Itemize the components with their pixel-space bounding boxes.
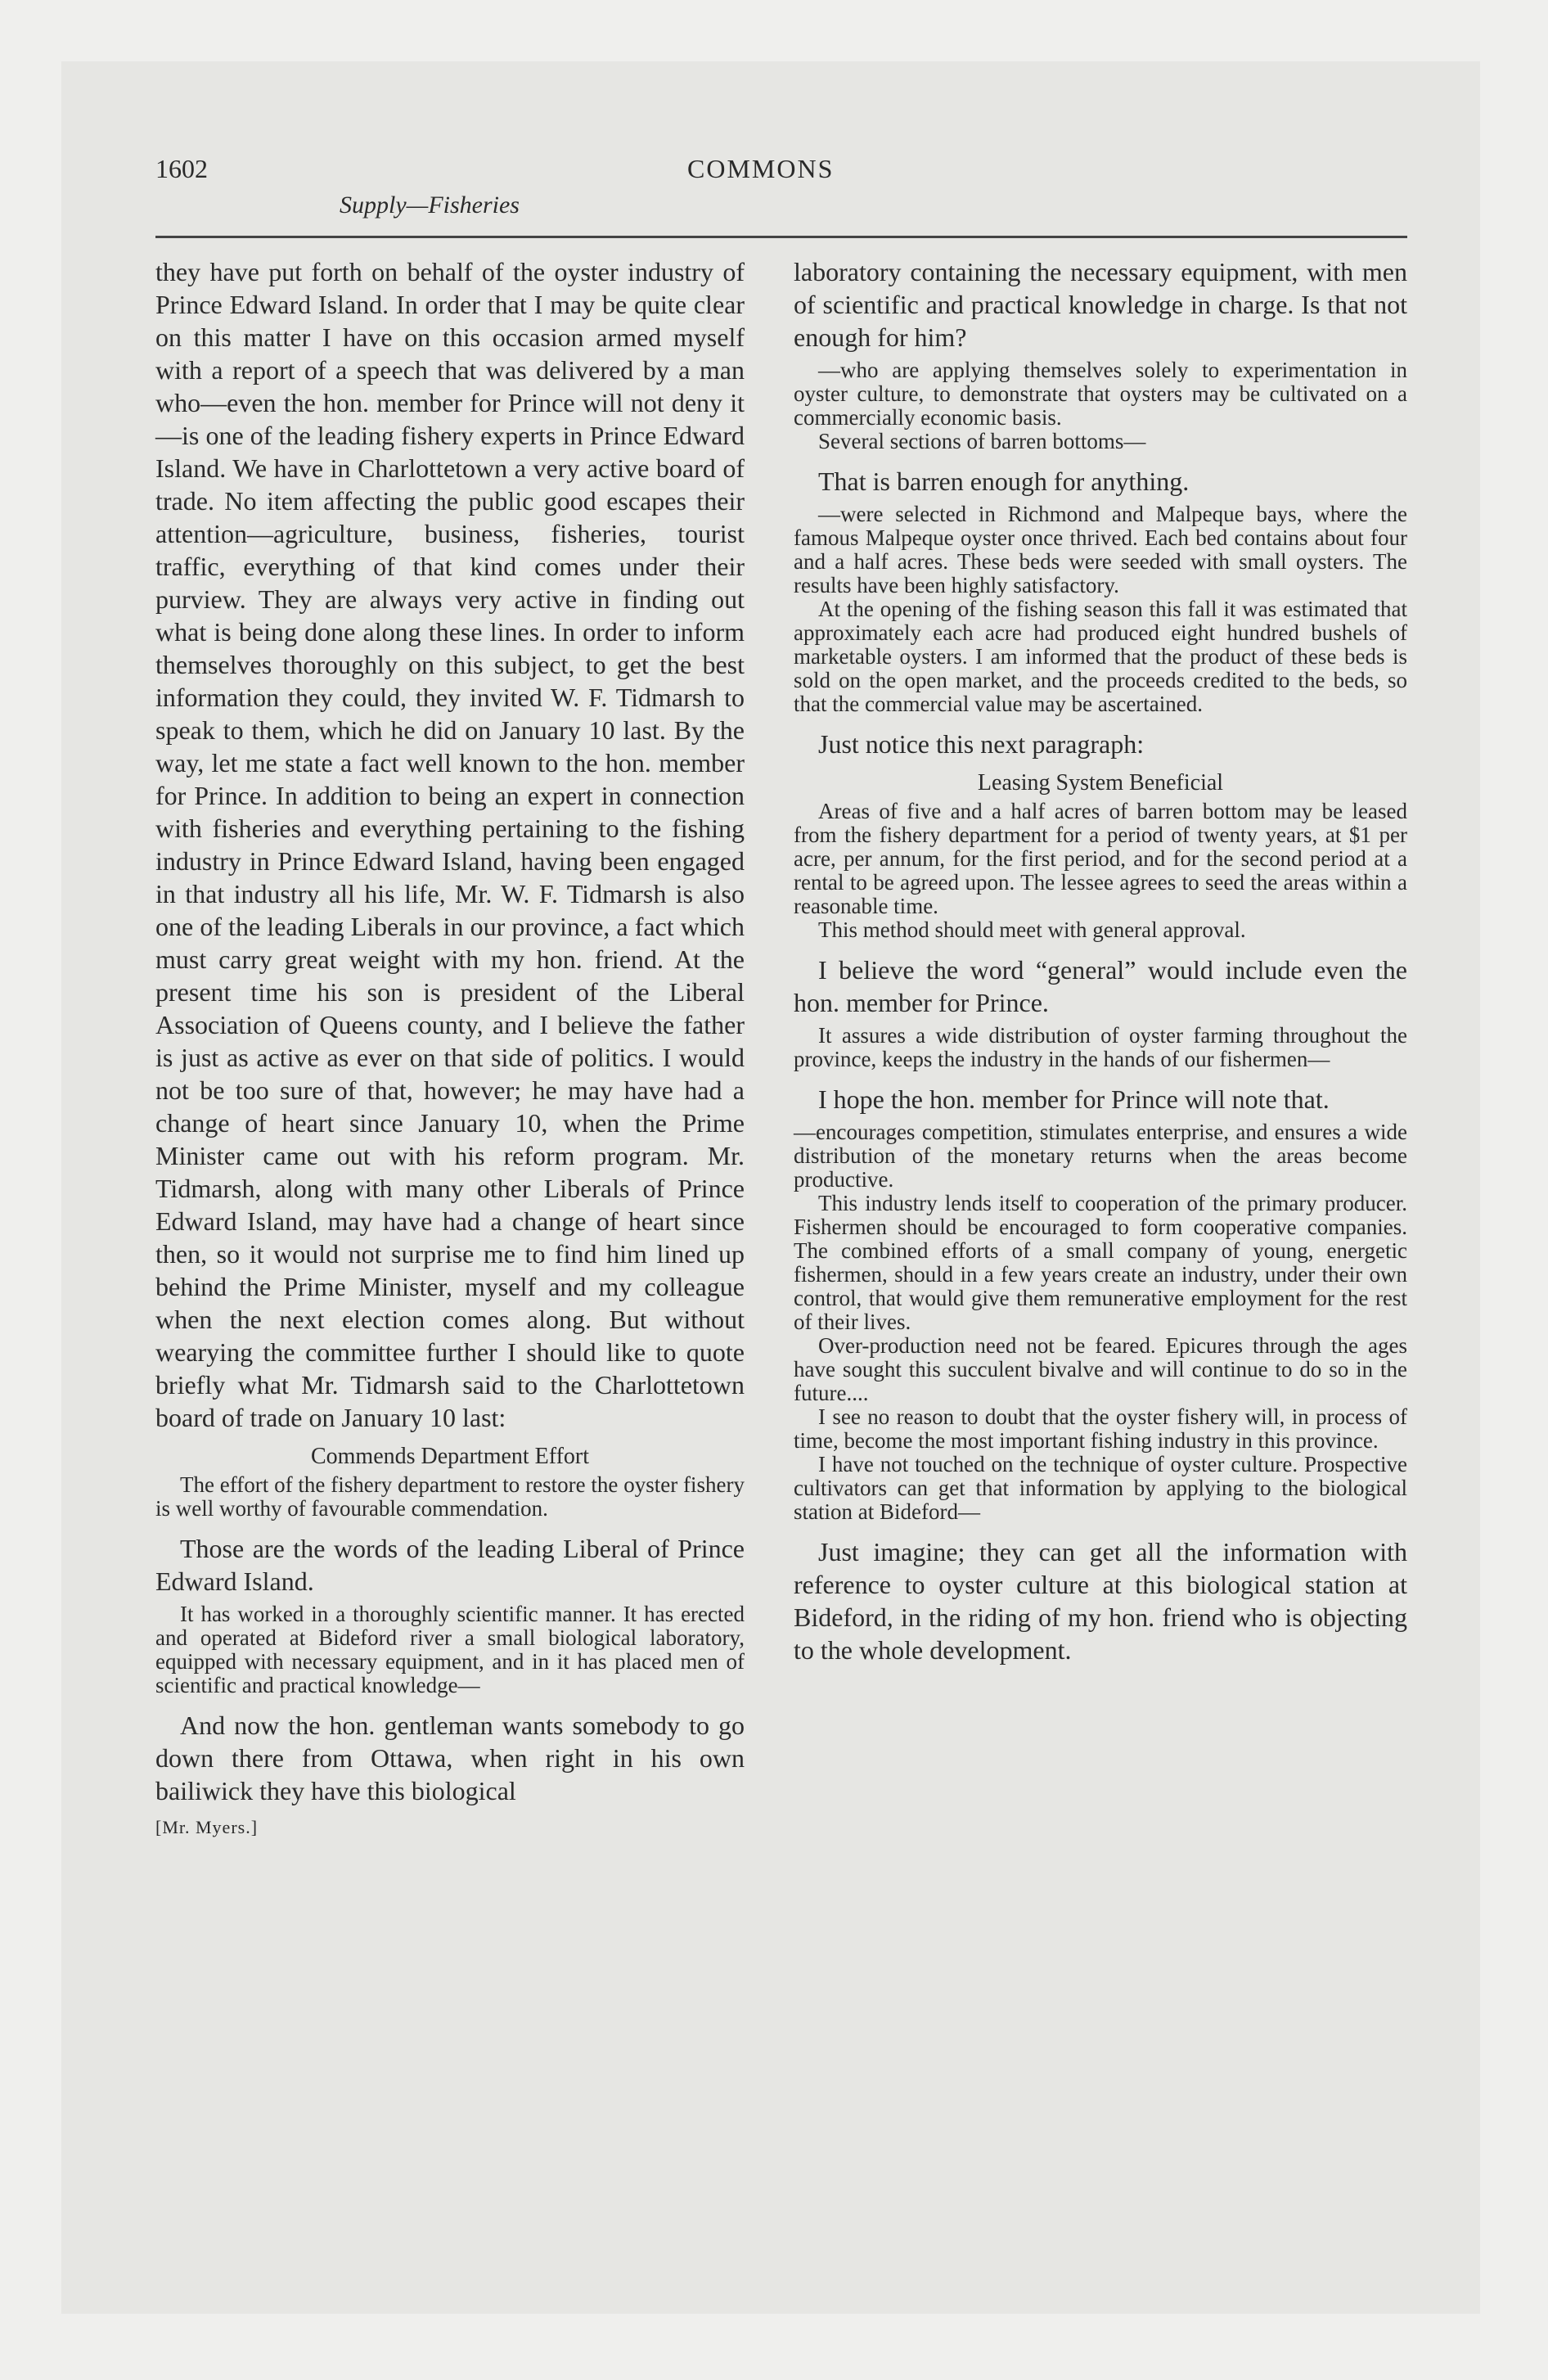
speech-paragraph: Just imagine; they can get all the information with reference to oyster culture at this biological station at Bideford, in the riding of my hon. friend who is objecting to the whole development. [794, 1537, 1407, 1665]
quoted-paragraph: I have not touched on the technique of oyster culture. Prospective cultivators can get that information by applying to the biological station at Bideford— [794, 1452, 1407, 1524]
quoted-paragraph: It has worked in a thoroughly scientific manner. It has erected and operated at Bideford river a small biological laboratory, equipped with necessary equipment, and in it has placed men of scientific and practical knowledge— [155, 1602, 745, 1697]
quoted-paragraph: Areas of five and a half acres of barren bottom may be leased from the fishery department for a period of twenty years, at $1 per acre, per annum, for the first period, and for the second period at a rental to be agreed upon. The lessee agrees to seed the areas within a reasonable time. [794, 799, 1407, 918]
page-header [155, 154, 1407, 244]
quoted-paragraph: Over-production need not be feared. Epicures through the ages have sought this succulent bivalve and will continue to do so in the future.... [794, 1333, 1407, 1405]
house-title: COMMONS [687, 154, 835, 183]
quoted-paragraph: Several sections of barren bottoms— [818, 429, 1146, 453]
speech-paragraph: I hope the hon. member for Prince will note that. [818, 1084, 1330, 1114]
speech-paragraph: they have put forth on behalf of the oyster industry of Prince Edward Island. In order that I may be quite clear on this matter I have on this occasion armed myself with a report of a speech that was delivered by a man who—even the hon. member for Prince will not deny it—is one of the leading fishery experts in Prince Edward Island. We have in Charlottetown a very active board of trade. No item affecting the public good escapes their attention—agriculture, business, fisheries, tourist traffic, everything of that kind comes under their purview. They are always very active in finding out what is being done along these lines. In order to inform themselves thoroughly on this subject, to get the best information they could, they invited W. F. Tidmarsh to speak to them, which he did on January 10 last. By the way, let me state a fact well known to the hon. member for Prince. In addition to being an expert in connection with fisheries and everything pertaining to the fishing industry in Prince Edward Island, having been engaged in that industry all his life, Mr. W. F. Tidmarsh is also one of the leading Liberals in our province, a fact which must carry great weight with my hon. friend. At the present time his son is president of the Liberal Association of Queens county, and I believe the father is just as active as ever on that side of politics. I would not be too sure of that, however; he may have had a change of heart since January 10, when the Prime Minister came out with his reform program. Mr. Tidmarsh, along with many other Liberals of Prince Edward Island, may have had a change of heart since then, so it would not surprise me to find him lined up behind the Prime Minister, myself and my colleague when the next election comes along. But without wearying the committee further I should like to quote briefly what Mr. Tidmarsh said to the Charlottetown board of trade on January 10 last: [155, 257, 745, 1432]
quoted-paragraph: —encourages competition, stimulates enterprise, and ensures a wide distribution of the monetary returns when the areas become productive. [794, 1120, 1407, 1192]
quoted-paragraph: This method should meet with general approval. [818, 917, 1246, 942]
quoted-paragraph: It assures a wide distribution of oyster farming throughout the province, keeps the industry in the hands of our fishermen— [794, 1023, 1407, 1071]
quote-subheading: Leasing System Beneficial [977, 770, 1224, 796]
quoted-paragraph: The effort of the fishery department to restore the oyster fishery is well worthy of favourable commendation. [155, 1472, 745, 1521]
right-column [794, 255, 1407, 1666]
quoted-paragraph: —were selected in Richmond and Malpeque bays, where the famous Malpeque oyster once thrived. Each bed contains about four and a half acres. These beds were seeded with small oysters. The results have been highly satisfactory. [794, 502, 1407, 597]
quoted-paragraph: This industry lends itself to cooperation of the primary producer. Fishermen should be encouraged to form cooperative companies. The combined efforts of a small company of young, energetic fishermen, should in a few years create an industry, under their own control, that would give them remunerative employment for the rest of their lives. [794, 1191, 1407, 1334]
speech-paragraph: Just notice this next paragraph: [818, 729, 1145, 759]
section-title: Supply—Fisheries [340, 192, 520, 219]
speech-paragraph: Those are the words of the leading Liberal of Prince Edward Island. [155, 1534, 745, 1596]
speech-paragraph: I believe the word “general” would include even the hon. member for Prince. [794, 955, 1407, 1017]
quote-subheading: Commends Department Effort [310, 1444, 590, 1469]
speech-paragraph: That is barren enough for anything. [818, 467, 1190, 496]
page-number: 1602 [155, 154, 208, 183]
quoted-paragraph: —who are applying themselves solely to experimentation in oyster culture, to demonstrate that oysters may be cultivated on a commercially economic basis. [794, 358, 1407, 430]
header-rule [155, 236, 1407, 238]
quoted-paragraph: At the opening of the fishing season this fall it was estimated that approximately each acre had produced eight hundred bushels of marketable oysters. I am informed that the product of these beds is sold on the open market, and the proceeds credited to the beds, so that the commercial value may be ascertained. [794, 597, 1407, 716]
speech-paragraph: And now the hon. gentleman wants somebody to go down there from Ottawa, when right in his own bailiwick they have this biological [155, 1711, 745, 1805]
speech-paragraph: laboratory containing the necessary equipment, with men of scientific and practical knowledge in charge. Is that not enough for him? [794, 257, 1407, 352]
quoted-paragraph: I see no reason to doubt that the oyster fishery will, in process of time, become the most important fishing industry in this province. [794, 1404, 1407, 1453]
left-column [155, 255, 745, 1838]
speaker-footer: [Mr. Myers.] [155, 1817, 259, 1837]
